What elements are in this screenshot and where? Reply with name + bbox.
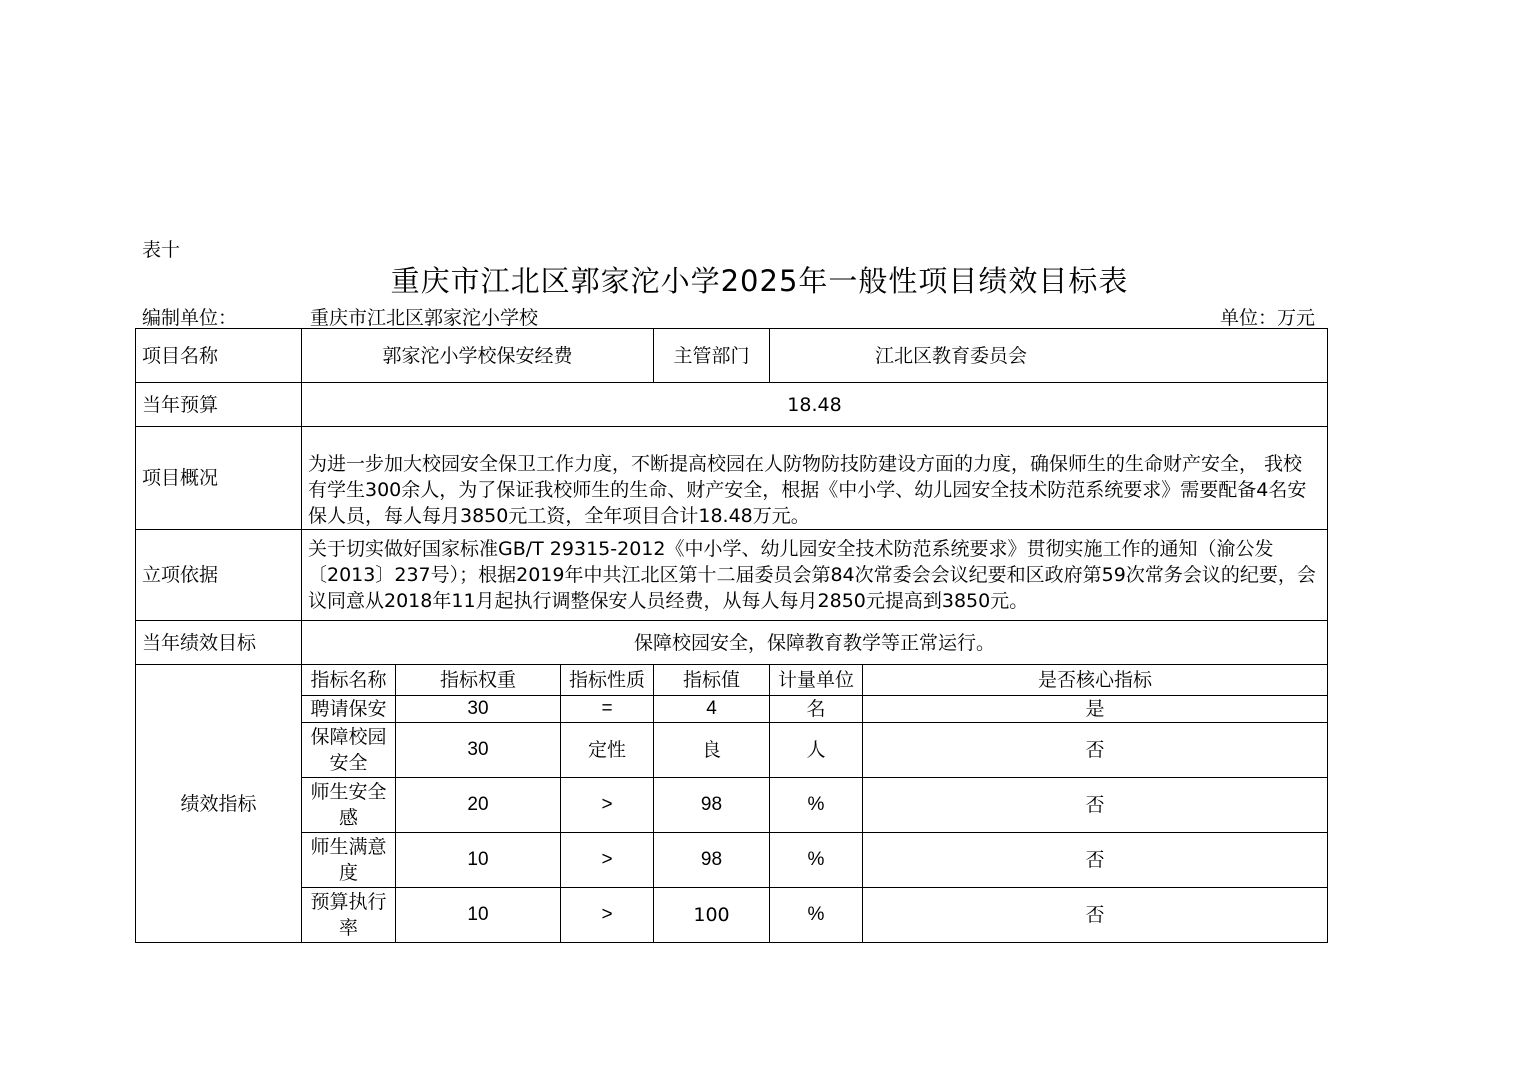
indicator-nature: = <box>561 696 654 723</box>
indicator-core: 否 <box>863 778 1328 833</box>
goal-text: 保障校园安全，保障教育教学等正常运行。 <box>302 621 1328 665</box>
page-title: 重庆市江北区郭家沱小学2025年一般性项目绩效目标表 <box>390 264 1129 298</box>
table-row <box>136 888 1328 943</box>
indicator-weight: 30 <box>396 723 561 778</box>
indicator-value: 98 <box>654 778 770 833</box>
money-unit: 单位：万元 <box>1220 307 1316 329</box>
budget-label: 当年预算 <box>136 383 302 427</box>
budget-value: 18.48 <box>302 383 1328 427</box>
indicator-section-label: 绩效指标 <box>136 665 302 943</box>
indicator-name: 保障校园安全 <box>302 723 396 778</box>
indicator-value: 98 <box>654 833 770 888</box>
project-name: 郭家沱小学校保安经费 <box>302 329 654 383</box>
project-name-row <box>136 329 1328 383</box>
indicator-weight: 30 <box>396 696 561 723</box>
table-row <box>136 696 1328 723</box>
overview-row <box>136 427 1328 530</box>
indicator-name: 师生满意度 <box>302 833 396 888</box>
header-nature: 指标性质 <box>561 665 654 696</box>
indicator-name: 师生安全感 <box>302 778 396 833</box>
table-row <box>136 833 1328 888</box>
indicator-unit: 名 <box>770 696 863 723</box>
header-weight: 指标权重 <box>396 665 561 696</box>
header-value: 指标值 <box>654 665 770 696</box>
budget-row <box>136 383 1328 427</box>
goal-label: 当年绩效目标 <box>136 621 302 665</box>
indicator-core: 否 <box>863 888 1328 943</box>
header-indicator-name: 指标名称 <box>302 665 396 696</box>
table-row <box>136 723 1328 778</box>
indicator-core: 是 <box>863 696 1328 723</box>
indicator-weight: 10 <box>396 888 561 943</box>
indicator-value: 4 <box>654 696 770 723</box>
dept-name: 江北区教育委员会 <box>770 329 1328 383</box>
unit-label: 编制单位： <box>142 307 238 329</box>
indicator-name: 聘请保安 <box>302 696 396 723</box>
header-unit: 计量单位 <box>770 665 863 696</box>
indicator-nature: 定性 <box>561 723 654 778</box>
indicator-name: 预算执行率 <box>302 888 396 943</box>
indicator-unit: % <box>770 833 863 888</box>
indicator-weight: 10 <box>396 833 561 888</box>
indicator-weight: 20 <box>396 778 561 833</box>
basis-row <box>136 530 1328 621</box>
basis-label: 立项依据 <box>136 530 302 621</box>
indicator-unit: 人 <box>770 723 863 778</box>
indicator-core: 否 <box>863 833 1328 888</box>
dept-label: 主管部门 <box>654 329 770 383</box>
basis-text: 关于切实做好国家标准GB/T 29315-2012《中小学、幼儿园安全技术防范系统要求》贯彻实施工作的通知（渝公发〔2013〕237号）；根据2019年中共江北区第十二届委员会第84次常委会会议纪要和区政府第59次常务会议的纪要，会议同意从2018年11月起执行调整保安人员经费，从每人每月2850元提高到3850元。 <box>302 530 1328 621</box>
indicator-value: 100 <box>654 888 770 943</box>
unit-name: 重庆市江北区郭家沱小学校 <box>310 307 539 329</box>
table-row <box>136 778 1328 833</box>
indicator-core: 否 <box>863 723 1328 778</box>
overview-label: 项目概况 <box>136 427 302 530</box>
indicator-nature: > <box>561 833 654 888</box>
project-name-label: 项目名称 <box>136 329 302 383</box>
indicator-nature: > <box>561 778 654 833</box>
table-label: 表十 <box>142 239 181 261</box>
performance-table <box>135 328 1328 943</box>
indicator-unit: % <box>770 888 863 943</box>
header-core: 是否核心指标 <box>863 665 1328 696</box>
indicator-unit: % <box>770 778 863 833</box>
goal-row <box>136 621 1328 665</box>
indicator-header-row <box>136 665 1328 696</box>
indicator-nature: > <box>561 888 654 943</box>
overview-text: 为进一步加大校园安全保卫工作力度，不断提高校园在人防物防技防建设方面的力度，确保师生的生命财产安全， 我校有学生300余人，为了保证我校师生的生命、财产安全，根据《中小学、幼儿园安全技术防范系统要求》需要配备4名安保人员，每人每月3850元工资，全年项目合计18.48万元。 <box>302 427 1328 530</box>
indicator-value: 良 <box>654 723 770 778</box>
